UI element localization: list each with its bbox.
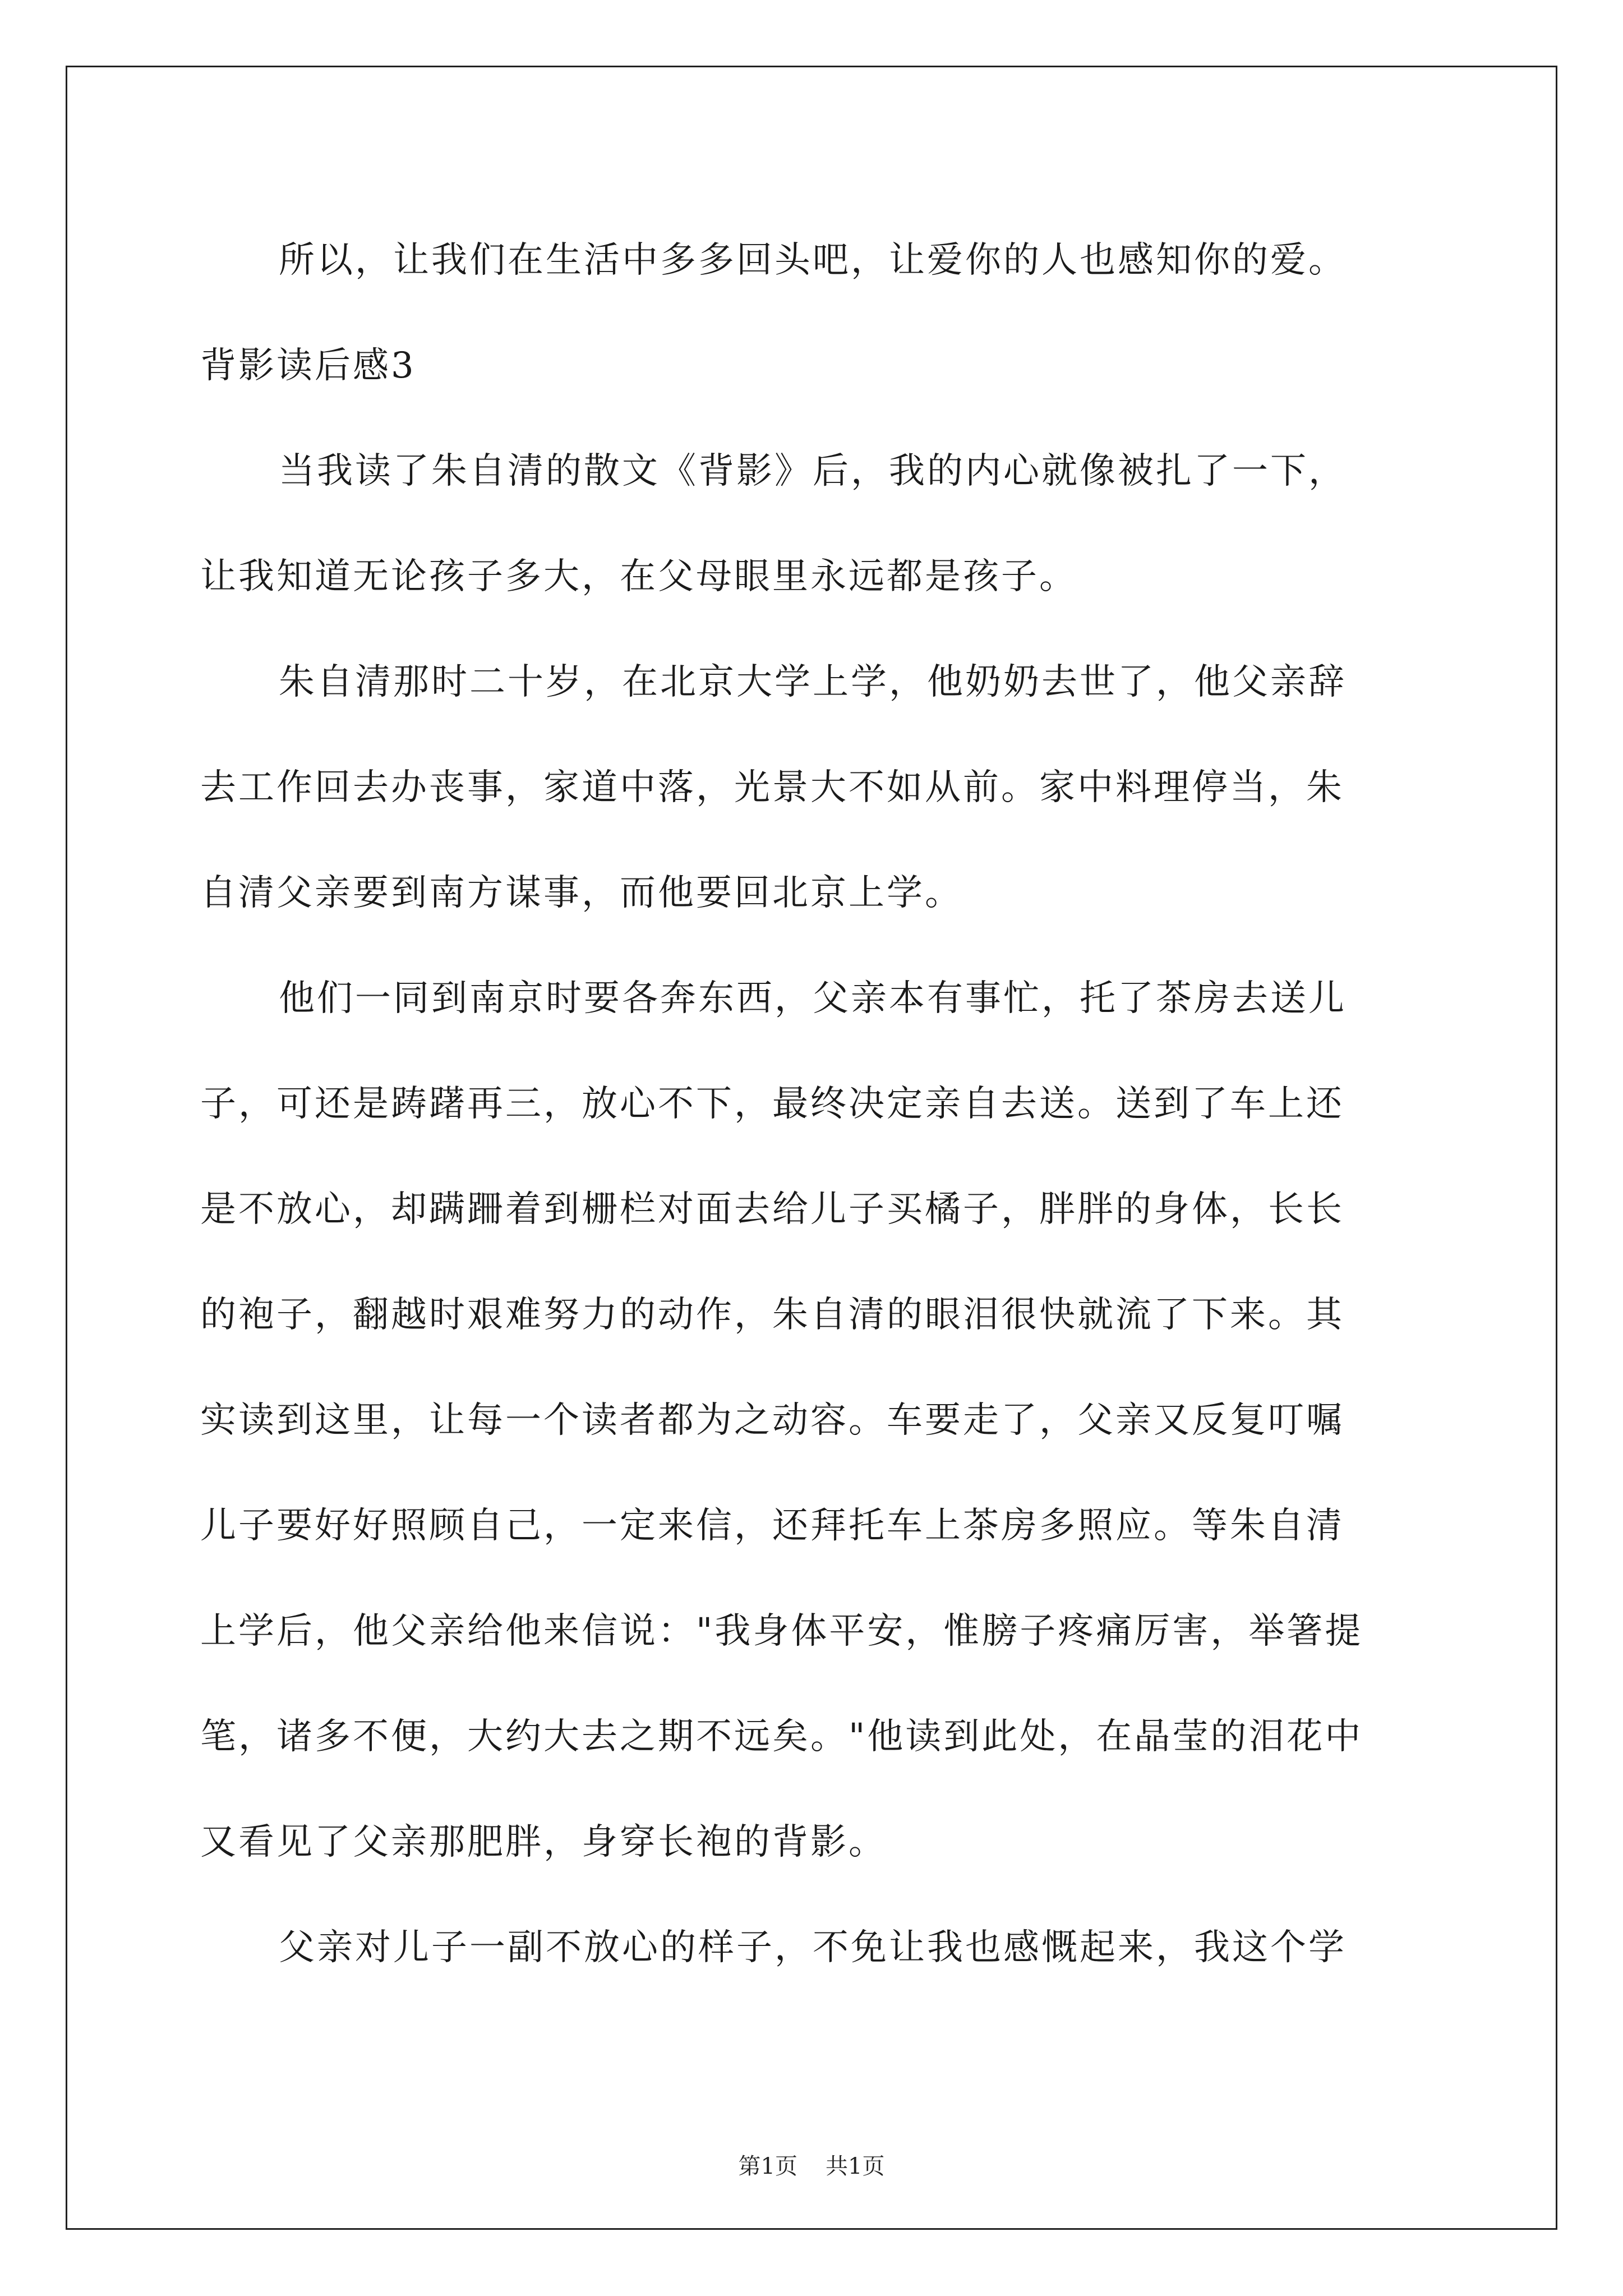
text-line: 笔，诸多不便，大约大去之期不远矣。"他读到此处，在晶莹的泪花中	[200, 1716, 1363, 1757]
text-line: 子，可还是踌躇再三，放心不下，最终决定亲自去送。送到了车上还	[200, 1083, 1344, 1125]
text-line: 当我读了朱自清的散文《背影》后，我的内心就像被扎了一下，	[279, 450, 1347, 492]
text-line: 自清父亲要到南方谋事，而他要回北京上学。	[200, 872, 963, 914]
text-line: 让我知道无论孩子多大，在父母眼里永远都是孩子。	[200, 556, 1077, 597]
text-line: 他们一同到南京时要各奔东西，父亲本有事忙，托了茶房去送儿	[279, 978, 1347, 1019]
document-body	[200, 208, 1428, 2000]
text-line: 父亲对儿子一副不放心的样子，不免让我也感慨起来，我这个学	[279, 1927, 1347, 1968]
page-footer	[0, 2150, 1623, 2183]
text-line: 是不放心，却蹒跚着到栅栏对面去给儿子买橘子，胖胖的身体，长长	[200, 1189, 1344, 1230]
page-total: 共1页	[826, 2154, 885, 2179]
text-line: 所以，让我们在生活中多多回头吧，让爱你的人也感知你的爱。	[279, 240, 1347, 281]
text-line: 上学后，他父亲给他来信说："我身体平安，惟膀子疼痛厉害，举箸提	[200, 1611, 1363, 1652]
text-line: 朱自清那时二十岁，在北京大学上学，他奶奶去世了，他父亲辞	[279, 661, 1347, 703]
section-heading: 背影读后感3	[200, 345, 416, 386]
text-line: 又看见了父亲那肥胖，身穿长袍的背影。	[200, 1821, 887, 1863]
text-line: 儿子要好好照顾自己，一定来信，还拜托车上茶房多照应。等朱自清	[200, 1505, 1344, 1547]
page-number: 第1页	[738, 2154, 797, 2179]
text-line: 的袍子，翻越时艰难努力的动作，朱自清的眼泪很快就流了下来。其	[200, 1294, 1344, 1336]
text-line: 实读到这里，让每一个读者都为之动容。车要走了，父亲又反复叮嘱	[200, 1400, 1344, 1441]
text-line: 去工作回去办丧事，家道中落，光景大不如从前。家中料理停当，朱	[200, 767, 1344, 808]
